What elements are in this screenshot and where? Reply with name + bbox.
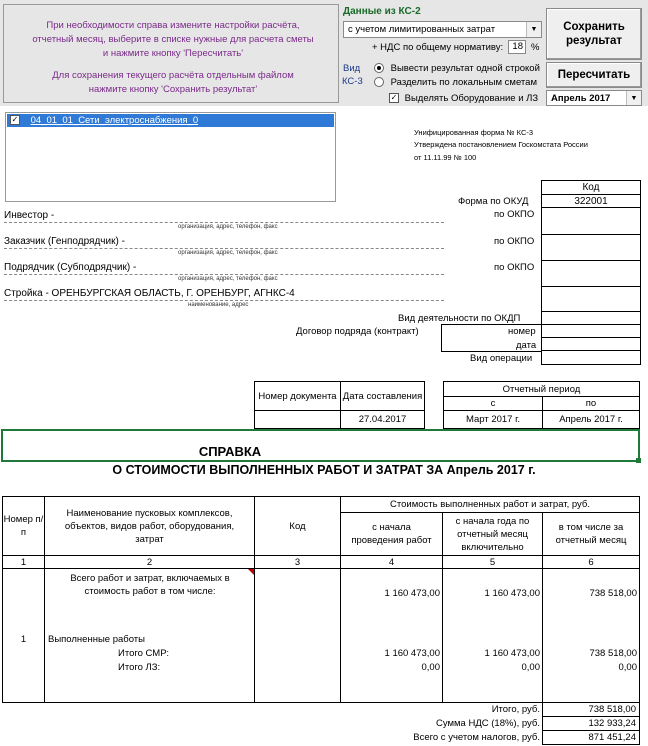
radio-single-row[interactable]	[374, 63, 540, 74]
okpo-label-contractor: по ОКПО	[494, 262, 535, 273]
doc-number-header: Номер документа	[254, 381, 341, 411]
okpo-contractor-cell	[541, 260, 641, 287]
radio-split-local-label: Разделить по локальным сметам	[390, 77, 537, 88]
view-label-2: КС-3	[342, 76, 363, 87]
instructions-text-1: При необходимости справа измените настройки расчёта, отчетный месяц, выберите в списке нужные для расчета сметы и нажмите кнопку 'Пересчитать'	[32, 20, 314, 59]
all-works-year: 1 160 473,00	[484, 588, 540, 599]
col-number-1: 1	[2, 555, 45, 569]
period-from-value: Март 2017 г.	[443, 410, 543, 429]
number-label: номер	[508, 326, 536, 337]
col-code-header: Код	[254, 496, 341, 556]
vat-unit: %	[531, 42, 540, 53]
estimate-name: 04_01_01_Сети_электроснабжения_0	[30, 115, 199, 126]
operation-label: Вид операции	[470, 353, 533, 364]
customer-hint: организация, адрес, телефон, факс	[178, 250, 278, 256]
period-from-label: с	[443, 396, 543, 411]
contractor-line	[4, 262, 444, 275]
smr-month: 738 518,00	[589, 648, 637, 659]
ks2-select[interactable]	[343, 21, 542, 38]
month-select-value: Апрель 2017	[551, 92, 611, 104]
all-works-label: Всего работ и затрат, включаемых в стоимость работ в том числе:	[70, 573, 230, 597]
smr-year: 1 160 473,00	[484, 648, 540, 659]
okdp-label: Вид деятельности по ОКДП	[398, 313, 521, 324]
vat-label: + НДС по общему нормативу:	[372, 42, 504, 53]
contract-number-cell	[541, 324, 641, 338]
date-label: дата	[516, 340, 537, 351]
col-number-3: 3	[254, 555, 341, 569]
col-number-6: 6	[542, 555, 640, 569]
investor-label: Инвестор -	[4, 210, 55, 221]
grand-total-value: 871 451,24	[542, 730, 640, 745]
save-result-button[interactable]	[546, 8, 642, 60]
radio-selected-icon[interactable]	[374, 63, 384, 73]
equipment-checkbox-label: Выделять Оборудование и ЛЗ	[404, 93, 539, 104]
col-num-header: Номер п/п	[2, 496, 45, 556]
checkbox-checked-icon[interactable]: ✓	[390, 93, 398, 103]
col-month-header: в том числе за отчетный месяц	[542, 512, 640, 556]
col-number-5: 5	[442, 555, 543, 569]
form-header-2: Утверждена постановлением Госкомстата России	[414, 140, 588, 149]
smr-start: 1 160 473,00	[384, 648, 440, 659]
form-header-1: Унифицированная форма № КС-3	[414, 128, 534, 137]
total-value: 738 518,00	[542, 702, 640, 717]
chevron-down-icon[interactable]: ▼	[526, 22, 541, 37]
month-select[interactable]	[546, 90, 642, 106]
code-header: Код	[541, 180, 641, 195]
construction-hint: наименование, адрес	[188, 302, 249, 308]
row-number: 1	[20, 634, 27, 645]
okud-label: Форма по ОКУД	[458, 196, 529, 207]
grand-total-label: Всего с учетом налогов, руб.	[413, 732, 540, 743]
recalculate-button[interactable]	[546, 62, 642, 88]
construction-code-cell	[541, 286, 641, 312]
col-cost-header: Стоимость выполненных работ и затрат, руб.	[340, 496, 640, 513]
ks2-select-value: с учетом лимитированных затрат	[348, 24, 496, 35]
estimate-list-item[interactable]	[7, 114, 334, 127]
view-label-1: Вид	[343, 63, 361, 74]
contract-date-cell	[541, 337, 641, 351]
radio-empty-icon[interactable]	[374, 77, 384, 87]
ks2-label: Данные из КС-2	[343, 6, 421, 17]
all-works-month: 738 518,00	[589, 588, 637, 599]
vat-sum-label: Сумма НДС (18%), руб.	[435, 718, 540, 729]
title-main: О СТОИМОСТИ ВЫПОЛНЕННЫХ РАБОТ И ЗАТРАТ ЗА Апрель 2017 г.	[112, 463, 536, 477]
radio-split-local[interactable]	[374, 77, 537, 88]
okpo-label-customer: по ОКПО	[494, 236, 535, 247]
checkbox-checked-icon[interactable]: ✓	[11, 115, 19, 125]
all-works-start: 1 160 473,00	[384, 588, 440, 599]
okdp-cell	[541, 311, 641, 325]
lz-month: 0,00	[618, 662, 637, 673]
period-header: Отчетный период	[443, 381, 640, 397]
estimates-list[interactable]	[5, 112, 336, 202]
okud-value: 322001	[541, 194, 641, 208]
customer-label: Заказчик (Генподрядчик) -	[4, 236, 125, 247]
vat-sum-value: 132 933,24	[542, 716, 640, 731]
col-name-header: Наименование пусковых комплексов, объектов, видов работ, оборудования, затрат	[44, 496, 255, 556]
lz-start: 0,00	[421, 662, 440, 673]
construction-label: Стройка - ОРЕНБУРГСКАЯ ОБЛАСТЬ, Г. ОРЕНБУРГ, АГНКС-4	[4, 288, 295, 299]
save-result-label: Сохранить результат	[563, 21, 625, 47]
col-number-4: 4	[340, 555, 443, 569]
col-year-header: с начала года по отчетный месяц включительно	[442, 512, 543, 556]
contractor-hint: организация, адрес, телефон, факс	[178, 276, 278, 282]
investor-line	[4, 210, 444, 223]
construction-line	[4, 288, 444, 301]
customer-line	[4, 236, 444, 249]
lz-label: Итого ЛЗ:	[118, 662, 161, 673]
instructions-text-2: Для сохранения текущего расчёта отдельным файлом нажмите кнопку 'Сохранить результат'	[52, 70, 294, 95]
total-label: Итого, руб.	[491, 704, 540, 715]
okpo-investor-cell	[541, 207, 641, 235]
done-works-label: Выполненные работы	[48, 634, 145, 645]
doc-date-header: Дата составления	[340, 381, 425, 411]
okpo-customer-cell	[541, 234, 641, 261]
contract-label: Договор подряда (контракт)	[296, 326, 419, 337]
form-header-3: от 11.11.99 № 100	[414, 153, 477, 162]
radio-single-row-label: Вывести результат одной строкой	[390, 63, 540, 74]
operation-cell	[541, 350, 641, 365]
period-to-value: Апрель 2017 г.	[542, 410, 640, 429]
lz-year: 0,00	[521, 662, 540, 673]
recalculate-label: Пересчитать	[557, 69, 631, 81]
col-start-header: с начала проведения работ	[340, 512, 443, 556]
investor-hint: организация, адрес, телефон, факс	[178, 224, 278, 230]
body-col-code	[254, 568, 341, 703]
instructions-box	[3, 4, 339, 103]
col-number-2: 2	[44, 555, 255, 569]
doc-date-value: 27.04.2017	[340, 410, 425, 429]
okpo-label-investor: по ОКПО	[494, 209, 535, 220]
title-spravka: СПРАВКА	[198, 444, 262, 459]
vat-input[interactable]: 18	[508, 40, 526, 54]
doc-number-value	[254, 410, 341, 429]
period-to-label: по	[542, 396, 640, 411]
contractor-label: Подрядчик (Субподрядчик) -	[4, 262, 137, 273]
chevron-down-icon[interactable]: ▼	[626, 91, 641, 105]
smr-label: Итого СМР:	[118, 648, 169, 659]
equipment-checkbox[interactable]	[389, 93, 538, 104]
